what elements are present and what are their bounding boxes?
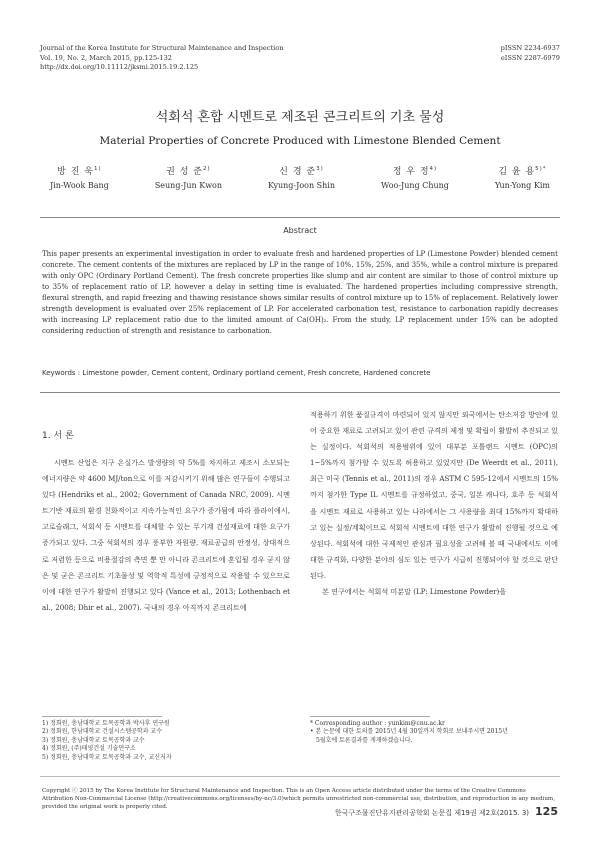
- author-name-ko: 신 경 준: [279, 167, 317, 177]
- abstract-text: This paper presents an experimental investigation in order to evaluate fresh and hardened properties of LP (Limestone Powder) blended cement concrete. The cement contents of the mixtures are replaced by LP in the range of 10%, 15%, 25%, and 35%, while a control mixture is prepared with only OPC (Ordinary Portland Cement). The fresh concrete properties like slump and air content are similar to those of control mixture up to 35% of replacement ratio of LP, however a delay in setting time is evaluated. The hardened properties including compressive strength, flexural strength, and rapid freezing and thawing resistance shows similar results of control mixture up to 15% of replacement. Relatively lower strength development is evaluated over 25% replacement of LP. For accelerated carbonation test, resistance to carbonation rapidly decreases with increasing LP replacement ratio due to the limited amount of Ca(OH)₂. From the study, LP replacement under 15% can be adopted considering reduction of strength and resistance to carbonation.: [42, 250, 558, 335]
- footnote-rule-left: [42, 716, 162, 717]
- copyright-notice: Copyright ⓒ 2015 by The Korea Institute for Structural Maintenance and Inspection. This is an Open Access article distributed under the terms of the Creative Commons Attribution Non-Commercial License (http://creativecommons.org/licenses/by-nc/3.0)which permits unrestricted non-commercial use, distribution, and reproduction in any medium, provided the original work is properly cited.: [42, 788, 556, 810]
- author-affil-mark: 3): [316, 166, 324, 172]
- affiliation-footnote: 1) 정회원, 충남대학교 토목공학과 박사후 연구원: [42, 720, 170, 727]
- title-english: Material Properties of Concrete Produced with Limestone Blended Cement: [99, 135, 501, 147]
- body-column-right: [310, 407, 558, 600]
- author-1: [50, 164, 109, 190]
- abstract-top-rule: [40, 217, 560, 218]
- author-name-ko: 정 우 정: [392, 167, 430, 177]
- author-name-en: Jin-Wook Bang: [50, 181, 109, 190]
- title-korean: 석회석 혼합 시멘트로 제조된 콘크리트의 기초 물성: [155, 110, 445, 125]
- footer-journal: 한국구조물진단유지관리공학회 논문집 제19권 제2호(2015. 3): [334, 809, 530, 817]
- affiliation-footnote: 5) 정회원, 충남대학교 토목공학과 교수, 교신저자: [42, 753, 172, 761]
- author-3: [268, 164, 335, 190]
- body-paragraph: 적용하기 위한 품질규격이 마련되어 있지 않지만 외국에서는 탄소저감 방안에 있어 중요한 재료로 고려되고 있어 관련 규격의 제정 및 확립이 활발히 추진되고 있는 실정이다. 석회석의 적용범위에 있어 대부분 포틀랜드 시멘트 (OPC)의 1~5%까지 첨가할 수 있도록 허용하고 있었지만 (De Weerdt et al., 2011), 최근 미국 (Tennis et al., 2011)의 경우 ASTM C 595-12에서 시멘트의 15%까지 첨가한 Type IL 시멘트를 규정하였고, 중국, 일본 캐나다, 호주 등 석회석을 시멘트 재료로 사용하고 있는 나라에서는 그 사용량을 최대 15%까지 확대하고 있는 실정/계획이므로 석회석 시멘트에 대한 연구가 활발히 진행될 것으로 예상된다. 석회석에 대한 국제적인 관심과 필요성을 고려해 볼 때 국내에서도 이에 대한 규격화, 다양한 분야의 심도 있는 연구가 시급히 진행되어야 할 것으로 판단된다.: [310, 410, 558, 580]
- body-paragraph: 시멘트 산업은 지구 온실가스 발생량의 약 5%를 차지하고 제조시 소모되는 에너지량은 약 4600 MJ/ton으로 이를 저감시키기 위해 많은 연구들이 수행되고 있다 (Hendriks et al., 2002; Government of Canada NRC, 2009). 시멘트기반 재료의 환경 친화적이고 지속가능적인 요구가 증가됨에 따라 플라이애시, 고로슬래그, 석회석 등 시멘트를 대체할 수 있는 무기계 건설재료에 대한 요구가 증가되고 있다. 그중 석회석의 경우 풍부한 자원량, 재료공급의 안정성, 상대적으로 저렴한 등으로 비용절감의 측면 뿐 만 아니라 콘크리트에 혼입될 경우 굳지 않은 및 굳은 콘크리트 기초물성 및 역학적 특성에 긍정적으로 작용할 수 있으므로 이에 대한 연구가 활발히 진행되고 있다 (Vance et al., 2013; Lothenbach et al., 2008; Dhir et al., 2007). 국내의 경우 아직까지 콘크리트에: [42, 458, 290, 612]
- author-name-en: Kyung-Joon Shin: [268, 181, 336, 190]
- pissn: pISSN 2234-6937: [500, 44, 560, 52]
- discussion-note: • 본 논문에 대한 토의를 2015년 4월 30일까지 학회로 보내주시면 2015년: [310, 728, 508, 736]
- journal-header: [40, 44, 283, 73]
- copyright-rule: [40, 776, 560, 777]
- author-name-en: Seung-Jun Kwon: [154, 181, 223, 190]
- footnote-rule-right: [310, 716, 430, 717]
- corresponding-author: * Corresponding author : yunkim@cnu.ac.kr: [310, 720, 445, 727]
- body-paragraph: 본 연구에서는 석회석 미분말 (LP: Limestone Powder)을: [322, 587, 507, 597]
- author-name-ko: 권 성 준: [166, 167, 203, 177]
- affiliation-footnote: 3) 정회원, 충남대학교 토목공학과 교수: [42, 736, 145, 744]
- author-affil-mark: 4): [429, 166, 438, 172]
- author-name-en: Woo-Jung Chung: [381, 181, 449, 190]
- eissn: eISSN 2287-6979: [500, 53, 560, 62]
- author-name-ko: 방 진 욱: [57, 167, 94, 177]
- page-footer: [300, 805, 558, 818]
- affiliation-footnote: 2) 정회원, 한남대학교 건설시스템공학과 교수: [42, 728, 163, 736]
- journal-doi[interactable]: http://dx.doi.org/10.11112/jksmi.2015.19.2.125: [40, 63, 199, 72]
- journal-name: Journal of the Korea Institute for Structural Maintenance and Inspection: [40, 44, 284, 52]
- affiliation-footnotes: [42, 720, 290, 762]
- section-title-introduction: 1. 서 론: [42, 431, 74, 441]
- author-affil-mark: 2): [202, 166, 211, 172]
- abstract-bottom-rule: [40, 392, 560, 393]
- journal-volume: Vol. 19, No. 2, March 2015, pp.125-132: [40, 53, 172, 62]
- issn-block: [501, 44, 560, 63]
- author-name-ko: 김 윤 용: [498, 167, 536, 177]
- abstract-title: Abstract: [283, 226, 317, 235]
- page-number: 125: [535, 805, 558, 818]
- keywords: Keywords : Limestone powder, Cement content, Ordinary portland cement, Fresh concrete, Hardened concrete: [42, 369, 431, 377]
- author-affil-mark: 5)*: [535, 166, 547, 172]
- author-5: [495, 164, 550, 190]
- body-column-left: [42, 455, 290, 616]
- corresponding-footnotes: [310, 720, 558, 745]
- affiliation-footnote: 4) 정회원, (주)태영건설 기술연구소: [42, 745, 136, 753]
- author-affil-mark: 1): [93, 166, 102, 172]
- author-2: [155, 164, 222, 190]
- discussion-note: 5월호에 토론결과를 게재하겠습니다.: [316, 736, 413, 744]
- author-4: [381, 164, 449, 190]
- author-list: [50, 164, 550, 190]
- author-name-en: Yun-Yong Kim: [494, 181, 550, 190]
